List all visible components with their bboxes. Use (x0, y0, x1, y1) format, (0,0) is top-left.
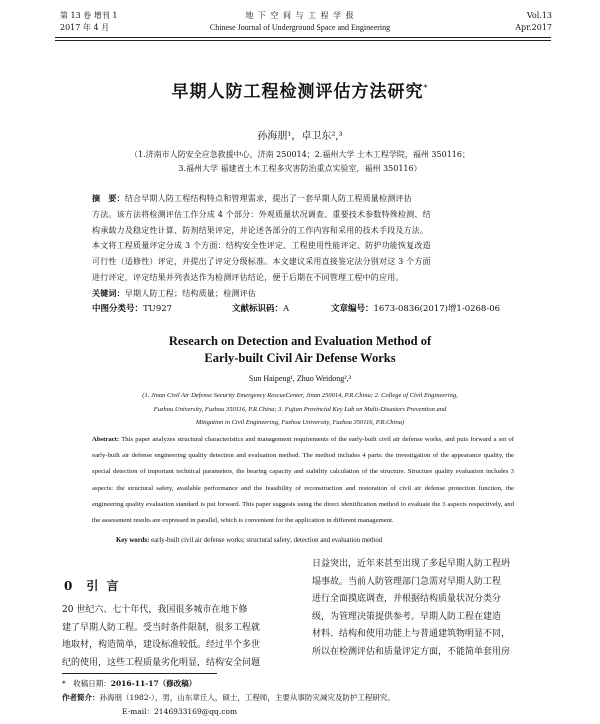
body-line: 建了早期人防工程。受当时条件限制，很多工程就 (62, 622, 261, 633)
cn-abstract-line: 方法。该方法将检测评估工作分成 4 个部分：外观质量状况调查、重要技术参数特殊检测、结 (92, 209, 431, 219)
body-line: 级，为管理决策提供参考。早期人防工程在建造 (312, 611, 502, 622)
body-right-column (312, 556, 548, 662)
en-keywords: Key words: early-built civil air defense works; structural safety; detection and evaluation method (116, 537, 383, 544)
en-abstract-text: This paper analyzes structural characteristics and management requirements of the early-built civil air defense works, and puts forward a set of early-built air defense engineering quality detection and evaluation method. The method includes 4 parts: the investigation of the appearance quality, the special detection of important technical parameters, the bearing capacity and stability calculation of the structure. Structure quality evaluation includes 3 aspects: the structural safety, available performance and the feasibility of reconstruction and restoration of civil air defense protection function, the engineering quality evaluation standard is put forward. This paper suggests using the direct identification method to evaluate the 3 aspects respectively, and the assessment results are expressed in parallel, which is convenient for the application in different management. (92, 436, 514, 525)
body-line: 进行全面摸底调查，并根据结构质量状况分类分 (312, 594, 502, 605)
cn-abstract (92, 191, 512, 302)
cn-keywords: 关键词：早期人防工程；结构质量；检测评估 (92, 287, 257, 298)
cn-abstract-line: 构承载力及稳定性计算、防剂结果评定，并论述各部分的工作内容和采用的技术手段及方法。 (92, 225, 429, 235)
title-footnote-mark: * (423, 83, 429, 93)
footnote-bio: 作者简介：孙海朋（1982-），男，山东章丘人，硕士，工程师，主要从事防灾减灾及防护工程研究。 (62, 693, 395, 702)
header-journal-cn: 地 下 空 间 与 工 程 学 报 (245, 11, 355, 20)
body-line: 材料、结构和使用功能上与普通建筑物明显不同， (312, 629, 511, 640)
cn-abstract-label: 摘 要： (92, 193, 125, 203)
en-abstract: Abstract: This paper analyzes structural characteristics and management requirements of the early-built civil air defense works, and puts forward a set of early-built air defense engineering quality detection and evaluation method. The method includes 4 parts: the investigation of the appearance quality, the special detection of important technical parameters, the bearing capacity and stability calculation of the structure. Structure quality evaluation includes 3 aspects: the structural safety, available performance and the feasibility of reconstruction and restoration of civil air defense protection function, the engineering quality evaluation standard is put forward. This paper suggests using the direct identification method to evaluate the 3 aspects respectively, and the assessment results are expressed in parallel, which is convenient for the application in different management. (92, 436, 514, 525)
header-rule-thin (55, 40, 551, 41)
cn-affiliations (0, 148, 600, 176)
body-line: 地取材，构造简单，建设标准较低。经过半个多世 (62, 640, 261, 651)
cn-affiliation-line: （1.济南市人防安全应急救援中心，济南 250014；2.福州大学 土木工程学院，福州 350116； (130, 150, 470, 159)
header-date-en: Apr.2017 (515, 23, 552, 32)
clc-number: 中图分类号：TU927 (92, 304, 173, 314)
header-rule (55, 37, 551, 38)
en-affiliations: (1. Jinan Civil Air Defense Security Emergency RescueCenter, Jinan 250014, P.R.China; 2. College of Civil Engineering, Fuzhou University, Fuzhou 350116, P.R.China; 3. Fujian Provincial Key Lab on Multi-Disasters Prevention and Mitigation in Civil Engineering, Fuzhou University, Fuzhou 350116, P.R.China) (142, 392, 458, 426)
cn-abstract-line: 进行评定，评定结果并列表达作为检测评估结论，便于后期在不同管理工程中的应用。 (92, 272, 404, 282)
body-line: 纪的使用，这些工程质量劣化明显，结构安全问题 (62, 657, 261, 668)
body-line: 20 世纪六、七十年代，我国很多城市在地下修 (62, 605, 248, 615)
header-volume: 第 13 卷 增刊 1 (60, 11, 118, 20)
cn-authors: 孙海朋¹，卓卫东²,³ (257, 131, 343, 142)
body-line: 塌事故。当前人防管理部门急需对早期人防工程 (312, 576, 502, 587)
cn-affiliation-line: 3.福州大学 福建省土木工程多灾害防治重点实验室，福州 350116） (178, 164, 422, 173)
document-code: 文献标识码：A (232, 304, 290, 314)
section-heading: 0 引 言 (64, 579, 121, 593)
article-number: 文章编号：1673-0836(2017)增1-0268-06 (331, 304, 501, 314)
cn-abstract-line: 可行性（适修性）评定，并提出了评定分级标准。本文建议采用直接鉴定法分别对这 3 个方面 (92, 257, 431, 267)
cn-abstract-line: 摘 要：结合早期人防工程结构特点和管理需求，提出了一套早期人防工程质量检测评估 (92, 193, 412, 203)
header-date: 2017 年 4 月 (60, 23, 110, 32)
body-left-column (62, 602, 297, 672)
en-title: Research on Detection and Evaluation Method of Early-built Civil Air Defense Works (168, 334, 432, 365)
en-authors: Sun Haipeng¹, Zhuo Weidong²,³ (248, 374, 352, 383)
cn-title: 早期人防工程检测评估方法研究* (171, 82, 429, 102)
footnote-rule (62, 673, 217, 674)
header-journal-en: Chinese Journal of Underground Space and Engineering (209, 23, 391, 32)
body-line: 所以在检测评估和质量评定方面，不能简单套用房 (312, 646, 511, 657)
cn-abstract-line: 本文将工程质量评定分成 3 个方面：结构安全性评定、工程使用性能评定、防护功能恢复改造 (92, 241, 431, 251)
footnote-email: E-mail：2146933169@qq.com (122, 707, 238, 716)
footnote-received: * 收稿日期：2016-11-17（修改稿） (62, 679, 197, 688)
header-vol-en: Vol.13 (526, 11, 552, 20)
body-line: 日益突出，近年来甚至出现了多起早期人防工程坍 (312, 559, 511, 569)
